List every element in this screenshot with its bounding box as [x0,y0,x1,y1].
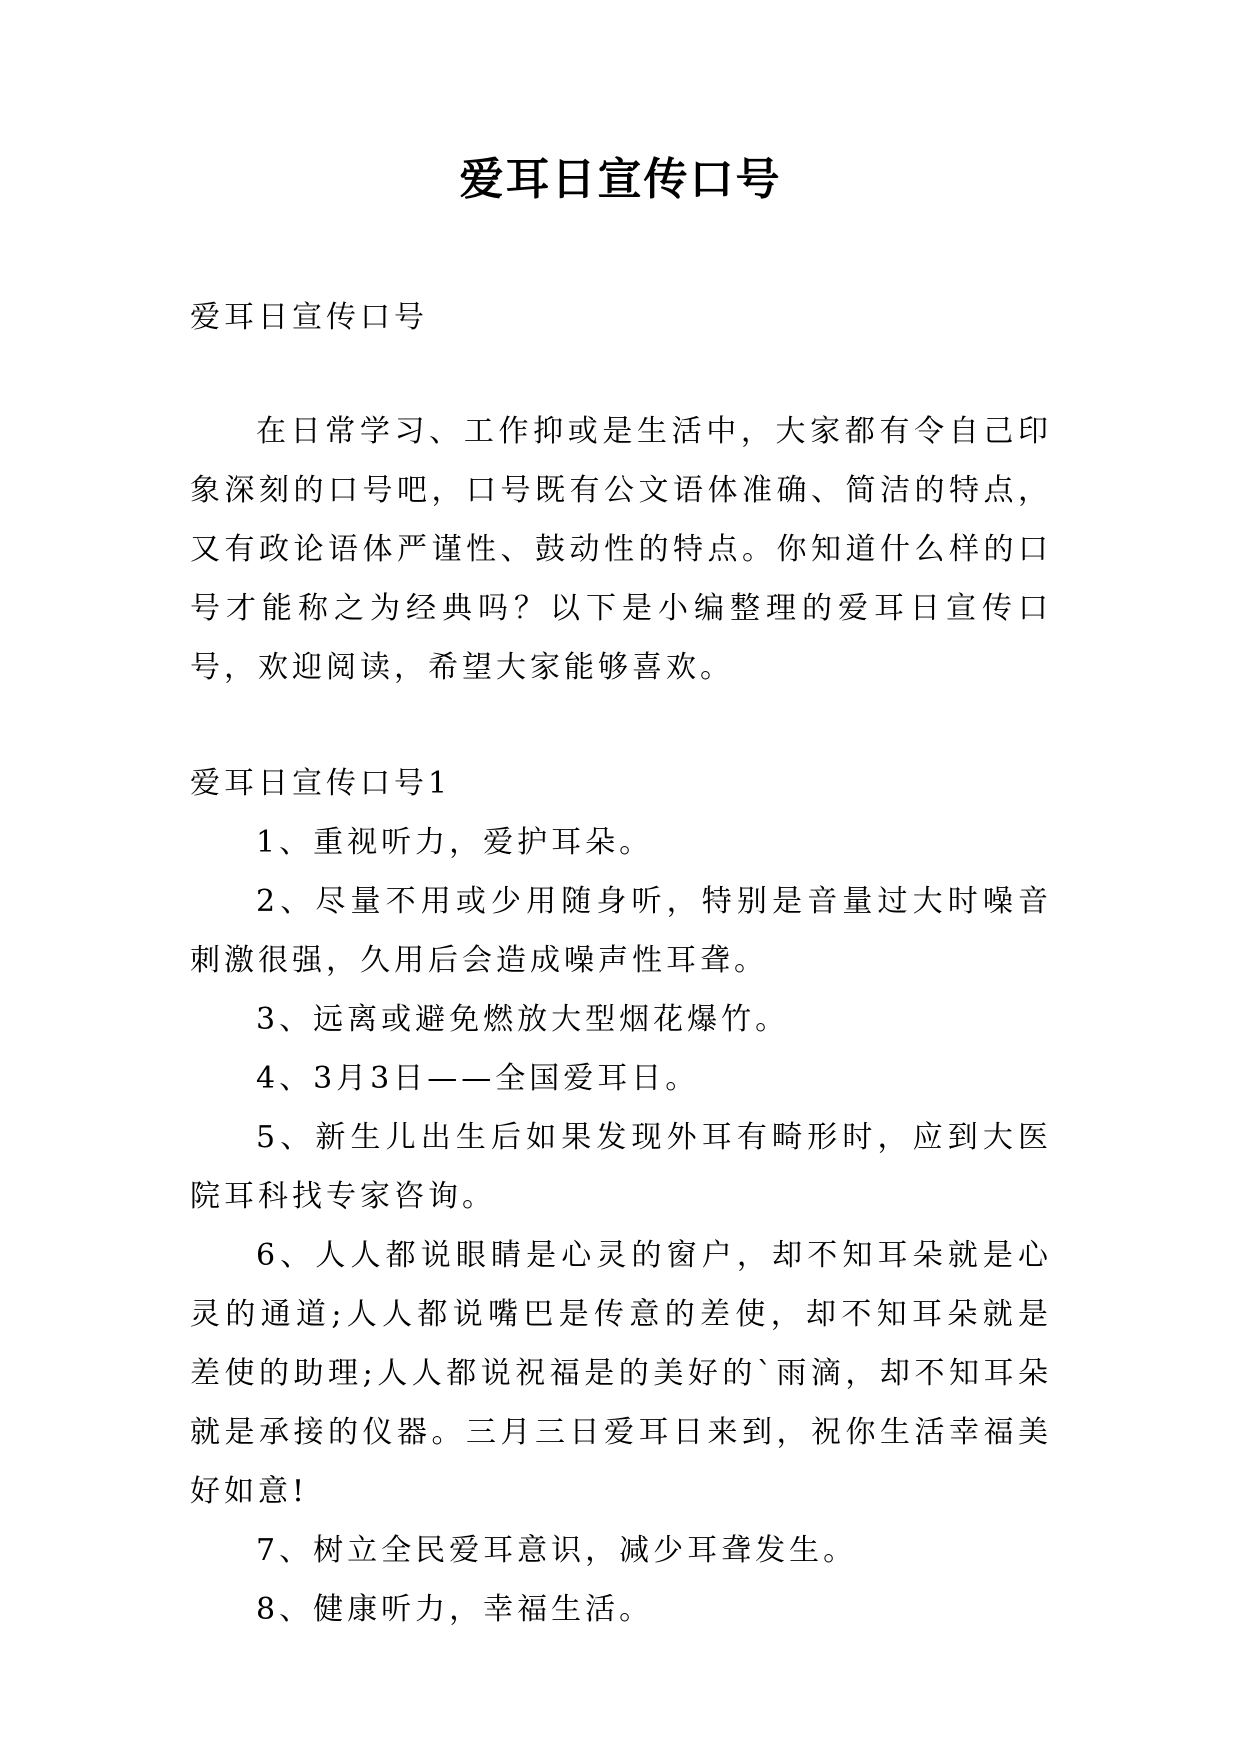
slogan-item-3: 3、远离或避免燃放大型烟花爆竹。 [256,1002,790,1037]
slogan-list [190,813,1052,1639]
section-heading: 爱耳日宣传口号1 [190,766,452,801]
slogan-item-1: 1、重视听力，爱护耳朵。 [256,825,654,860]
slogan-item-4: 4、3月3日——全国爱耳日。 [256,1061,700,1096]
document-title: 爱耳日宣传口号 [459,154,782,205]
document-subtitle: 爱耳日宣传口号 [190,300,428,335]
slogan-item-2: 2、尽量不用或少用随身听，特别是音量过大时噪音刺激很强，久用后会造成噪声性耳聋。 [190,884,1052,978]
slogan-item-7: 7、树立全民爱耳意识，减少耳聋发生。 [256,1533,858,1568]
slogan-item-6: 6、人人都说眼睛是心灵的窗户，却不知耳朵就是心灵的通道;人人都说嘴巴是传意的差使，却不知耳朵就是差使的助理;人人都说祝福是的美好的`雨滴，却不知耳朵就是承接的仪器。三月三日爱耳日来到，祝你生活幸福美好如意! [190,1238,1052,1509]
slogan-item-8: 8、健康听力，幸福生活。 [256,1592,654,1627]
intro-paragraph: 在日常学习、工作抑或是生活中，大家都有令自己印象深刻的口号吧，口号既有公文语体准确、简洁的特点，又有政论语体严谨性、鼓动性的特点。你知道什么样的口号才能称之为经典吗？以下是小编整理的爱耳日宣传口号，欢迎阅读，希望大家能够喜欢。 [190,414,1052,685]
slogan-item-5: 5、新生儿出生后如果发现外耳有畸形时，应到大医院耳科找专家咨询。 [190,1120,1052,1214]
